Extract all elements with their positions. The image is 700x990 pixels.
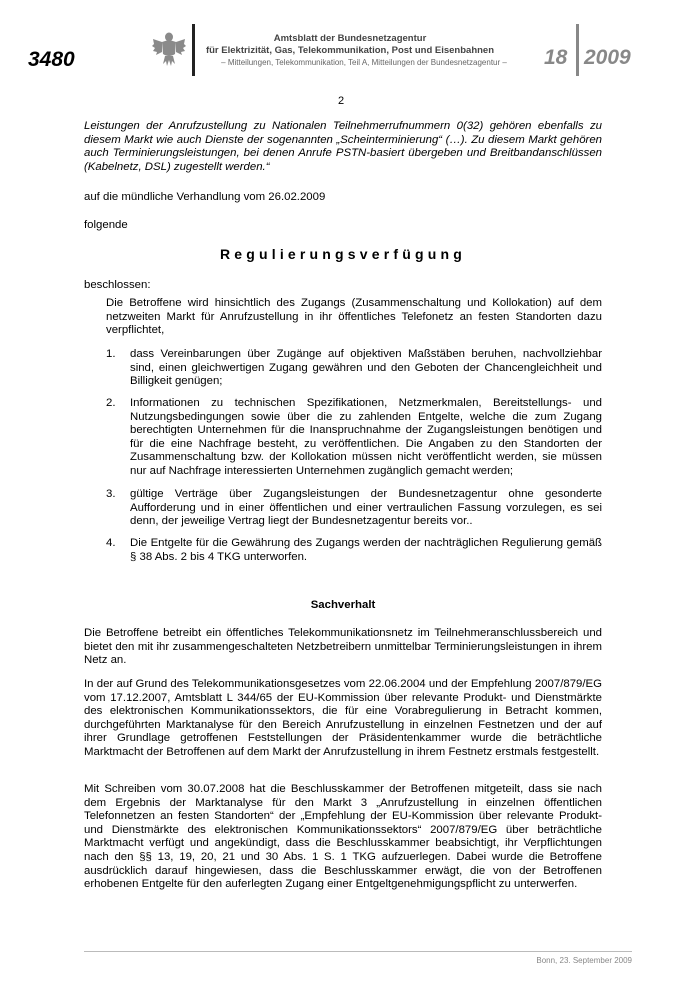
gazette-title-line1: Amtsblatt der Bundesnetzagentur <box>273 33 427 44</box>
gazette-title <box>200 33 500 57</box>
hearing-line: auf die mündliche Verhandlung vom 26.02.2009 <box>84 191 326 203</box>
ruling-intro: Die Betroffene wird hinsichtlich des Zugangs (Zusammenschaltung und Kollokation) auf dem netzweiten Markt für Anrufzustellung in ihr öffentliches Telefonetz an festen Standorten dazu verpflichtet, <box>106 297 602 337</box>
resolved-line: beschlossen: <box>84 279 151 291</box>
federal-eagle-icon <box>152 30 186 68</box>
document-title: Regulierungsverfügung <box>219 246 467 262</box>
paragraph: Mit Schreiben vom 30.07.2008 hat die Beschlusskammer der Betroffenen mitgeteilt, dass sie nach dem Ergebnis der Marktanalyse für den Markt 3 „Anrufzustellung in einzelnen öffentlichen Telefonnetzen an festen Standorten“ der „Empfehlung der EU-Kommission über relevante Produkt- und Dienstmärkte des elektronischen Kommunikationssektors“ 2007/879/EG über beträchtliche Marktmacht verfügt und angekündigt, dass die Beschlusskammer beabsichtigt, ihr Verpflichtungen nach den §§ 13, 19, 20, 21 und 30 Abs. 1 S. 1 TKG aufzuerlegen. Dabei wurde die Betroffene ausdrücklich darauf hingewiesen, dass die Beschlusskammer erwägt, die von der Betroffenen erhobenen Entgelte für den auferlegten Zugang einer Entgeltgenehmigungspflicht zu unterwerfen. <box>84 783 602 891</box>
gazette-subtitle: – Mitteilungen, Telekommunikation, Teil A, Mitteilungen der Bundesnetzagentur – <box>221 58 507 67</box>
issue-number: 18 <box>544 46 568 69</box>
list-item-number: 1. <box>106 348 116 360</box>
list-item: gültige Verträge über Zugangsleistungen der Bundesnetzagentur ohne gesonderte Aufforderung und in einer öffentlichen und einer vertraulichen Fassung vorzulegen, es sei denn, der jeweilige Vertrag liegt der Bundesnetzagentur bereits vor.. <box>130 488 602 528</box>
footer-divider <box>84 951 632 952</box>
list-item: dass Vereinbarungen über Zugänge auf objektiven Maßstäben beruhen, nachvollziehbar sind, einen gleichwertigen Zugang gewähren und den Geboten der Chancengleichheit und Billigkeit genügen; <box>130 348 602 388</box>
list-item-number: 2. <box>106 397 116 409</box>
list-item-number: 4. <box>106 537 116 549</box>
paragraph: In der auf Grund des Telekommunikationsgesetzes vom 22.06.2004 und der Empfehlung 2007/879/EG vom 17.12.2007, Amtsblatt L 344/65 der EU-Kommission über relevante Produkt- und Dienstmärkte des elektronischen Kommunikationssektors, die für eine Vorabregulierung in Betracht kommen, durchgeführten Marktanalyse für den Bereich Anrufzustellung in einzelnen Festnetzen und der auf ihrer Grundlage getroffenen Feststellungen der Präsidentenkammer wurde die beträchtliche Marktmacht der Betroffenen auf dem Markt der Anrufzustellung in ihrem Festnetz erstmals festgestellt. <box>84 678 602 758</box>
list-item-number: 3. <box>106 488 116 500</box>
following-line: folgende <box>84 219 128 231</box>
footer-place-date: Bonn, 23. September 2009 <box>536 956 632 965</box>
inner-page-number: 2 <box>338 95 345 107</box>
section-heading: Sachverhalt <box>310 599 376 611</box>
list-item: Die Entgelte für die Gewährung des Zugangs werden der nachträglichen Regulierung gemäß § 38 Abs. 2 bis 4 TKG unterworfen. <box>130 537 602 563</box>
issue-divider <box>576 24 579 76</box>
intro-quote: Leistungen der Anrufzustellung zu Nationalen Teilnehmerrufnummern 0(32) gehören ebenfalls zu diesem Markt wie auch Dienste der sogenannten „Scheinterminierung“ (…). Zu diesem Markt gehören auch Terminierungsleistungen, bei denen Anrufe PSTN-basiert übergeben und Breitbandanschlüssen (Kabelnetz, DSL) zugestellt werden.“ <box>84 120 602 173</box>
paragraph: Die Betroffene betreibt ein öffentliches Telekommunikationsnetz im Teilnehmeranschlussbereich und bietet den mit ihr zusammengeschalteten Netzbetreibern unmittelbar Terminierungsleistungen in ihrem Netz an. <box>84 627 602 667</box>
page-number: 3480 <box>28 48 75 71</box>
issue-year: 2009 <box>584 46 631 69</box>
header-divider <box>192 24 195 76</box>
gazette-title-line2: für Elektrizität, Gas, Telekommunikation, Post und Eisenbahnen <box>205 45 495 56</box>
list-item: Informationen zu technischen Spezifikationen, Netzmerkmalen, Bereitstellungs- und Nutzungsbedingungen sowie über die zu zahlenden Entgelte, welche die zum Zugang berechtigten Unternehmen für die Inanspruchnahme der Zugangsleistungen benötigen und für die eine Nachfrage besteht, zu veröffentlichen. Die Angaben zu den Standorten der Zusammenschaltung bzw. der Kollokation müssen nicht veröffentlicht werden, sie müssen nur auf Nachfrage interessierten Unternehmen zugänglich gemacht werden; <box>130 397 602 477</box>
